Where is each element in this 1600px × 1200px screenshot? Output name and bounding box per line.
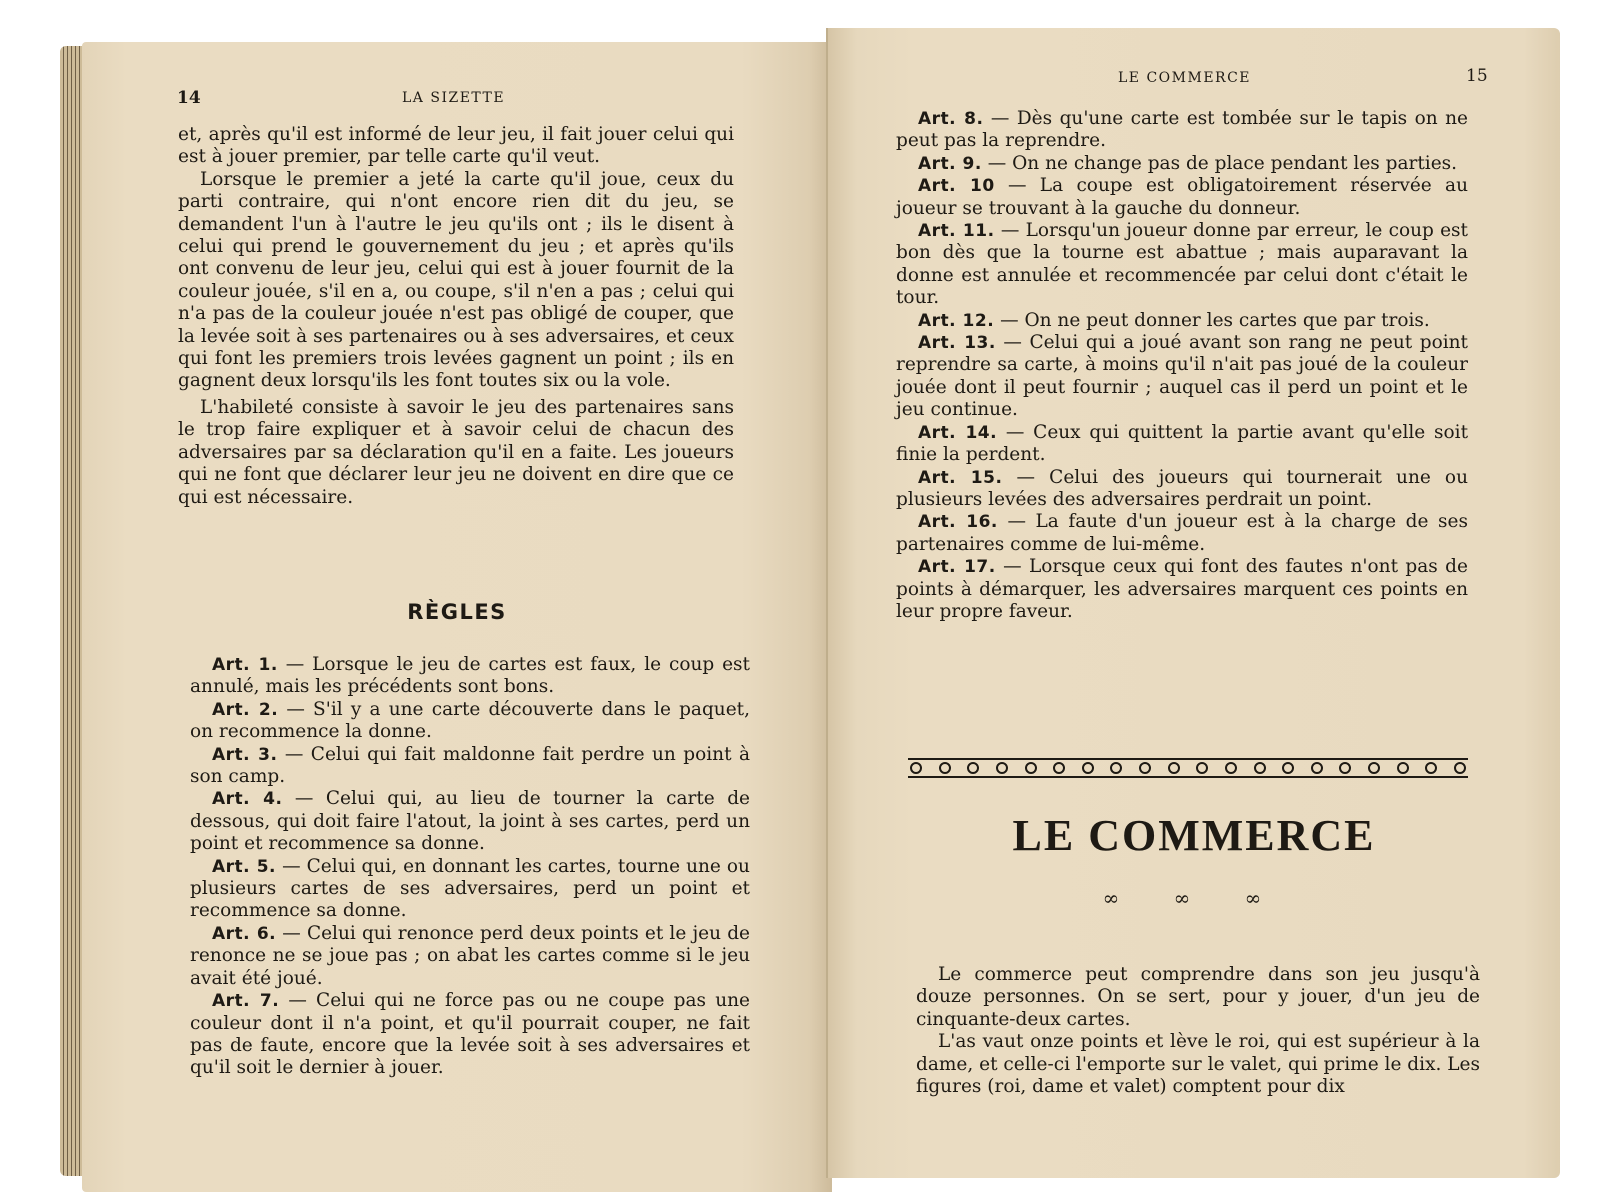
left-page: [82, 42, 832, 1192]
article-2: [190, 699, 750, 744]
article-13: [896, 332, 1468, 422]
article-label: Art. 7.: [212, 991, 280, 1012]
article-text: — Lorsque ceux qui font des fautes n'ont pas de points à démarquer, les adversaires marquent ces points en leur propre faveur.: [896, 556, 1468, 622]
article-4: [190, 788, 750, 855]
article-16: [896, 511, 1468, 556]
article-label: Art. 16.: [918, 512, 998, 533]
article-7: [190, 990, 750, 1080]
article-label: Art. 13.: [918, 333, 996, 354]
article-label: Art. 5.: [212, 856, 277, 877]
left-running-head: LA SIZETTE: [402, 90, 506, 106]
article-text: — Celui qui renonce perd deux points et le jeu de renonce ne se joue pas ; on abat les cartes comme si le jeu avait été joué.: [190, 922, 750, 989]
article-text: — Celui qui, au lieu de tourner la carte de dessous, qui doit faire l'atout, la joint à ses cartes, perd un point et recommence sa donne.: [190, 788, 750, 855]
article-9: [896, 153, 1468, 175]
right-running-head: LE COMMERCE: [1118, 70, 1252, 86]
article-text: — Dès qu'une carte est tombée sur le tapis on ne peut pas la reprendre.: [896, 108, 1468, 152]
article-label: Art. 14.: [918, 422, 998, 443]
right-page: [828, 28, 1560, 1178]
article-3: [190, 744, 750, 789]
left-intro-text: [178, 124, 734, 509]
article-text: — Celui qui, en donnant les cartes, tourne une ou plusieurs cartes de ses adversaires, perd un point et recommence sa donne.: [190, 855, 750, 922]
article-10: [896, 175, 1468, 220]
article-6: [190, 923, 750, 990]
article-5: [190, 856, 750, 923]
article-label: Art. 3.: [212, 744, 278, 765]
article-label: Art. 15.: [918, 467, 1003, 488]
article-text: — Lorsque le jeu de cartes est faux, le coup est annulé, mais les précédents sont bons.: [190, 654, 750, 698]
article-text: — La coupe est obligatoirement réservée au joueur se trouvant à la gauche du donneur.: [896, 175, 1469, 219]
article-14: [896, 422, 1468, 467]
article-8: [896, 108, 1468, 153]
article-label: Art. 11.: [918, 221, 995, 242]
article-text: — Celui des joueurs qui tournerait une ou plusieurs levées des adversaires perdrait un point.: [896, 466, 1468, 510]
article-text: — Celui qui ne force pas ou ne coupe pas une couleur dont il n'a point, et qu'il pourrait couper, ne fait pas de faute, encore que la levée soit à ses adversaires et qu'il soit le dernier à jouer.: [190, 990, 750, 1079]
paragraph: et, après qu'il est informé de leur jeu, il fait jouer celui qui est à jouer premier, par telle carte qu'il veut.: [178, 124, 734, 168]
article-17: [896, 556, 1468, 623]
decorative-border-ornament: [908, 758, 1468, 778]
article-1: [190, 654, 750, 699]
article-label: Art. 4.: [212, 789, 283, 810]
article-text: — On ne peut donner les cartes que par trois.: [1000, 309, 1430, 331]
article-label: Art. 1.: [212, 655, 278, 675]
article-text: — Celui qui a joué avant son rang ne peut point reprendre sa carte, à moins qu'il n'ait pas joué de la couleur jouée dont il peut fournir ; auquel cas il perd un point et le jeu continue.: [896, 332, 1468, 421]
article-label: Art. 17.: [918, 557, 996, 578]
article-label: Art. 8.: [918, 109, 984, 129]
paragraph: Le commerce peut comprendre dans son jeu jusqu'à douze personnes. On se sert, pour y jouer, d'un jeu de cinquante-deux cartes.: [916, 964, 1480, 1030]
paragraph: Lorsque le premier a jeté la carte qu'il joue, ceux du parti contraire, qui n'ont encore rien dit du jeu, se demandent l'un à l'autre le jeu qu'ils ont ; ils le disent à celui qui prend le gouvernement du jeu ; et après qu'ils ont convenu de leur jeu, celui qui est à jouer fournit de la couleur jouée, s'il en a, ou coupe, s'il n'en a pas ; celui qui n'a pas de la couleur jouée n'est pas obligé de couper, que la levée soit à ses partenaires ou à ses adversaires, et ceux qui font les premiers trois levées gagnent un point ; ils en gagnent deux lorsqu'ils les font toutes six ou la vole.: [178, 168, 734, 392]
article-label: Art. 10: [918, 176, 995, 197]
article-15: [896, 467, 1468, 512]
open-book: [60, 28, 1560, 1180]
article-12: [896, 310, 1468, 332]
right-articles: [896, 108, 1468, 623]
paragraph: L'as vaut onze points et lève le roi, qui est supérieur à la dame, et celle-ci l'emporte sur le valet, qui prime le dix. Les figures (roi, dame et valet) comptent pour dix: [916, 1031, 1480, 1098]
article-label: Art. 12.: [918, 310, 995, 331]
left-articles: [190, 654, 750, 1080]
article-label: Art. 2.: [212, 699, 279, 720]
right-page-number: 15: [1466, 66, 1488, 86]
article-text: — Ceux qui quittent la partie avant qu'elle soit finie la perdent.: [896, 421, 1468, 466]
article-11: [896, 220, 1468, 310]
article-label: Art. 9.: [918, 153, 982, 174]
paragraph: L'habileté consiste à savoir le jeu des partenaires sans le trop faire expliquer et à savoir celui de chacun des adversaires par sa déclaration qu'il en a faite. Les joueurs qui ne font que déclarer leur jeu ne doivent en dire que ce qui est nécessaire.: [178, 396, 734, 508]
chapter-title: LE COMMERCE: [1012, 811, 1376, 860]
article-text: — Lorsqu'un joueur donne par erreur, le coup est bon dès que la tourne est abattue ; mais auparavant la donne est annulée et recommencée par celui dont c'était le tour.: [896, 220, 1468, 309]
article-text: — S'il y a une carte découverte dans le paquet, on recommence la donne.: [190, 698, 750, 743]
article-text: — Celui qui fait maldonne fait perdre un point à son camp.: [190, 743, 750, 788]
article-text: — La faute d'un joueur est à la charge de ses partenaires comme de lui-même.: [896, 511, 1468, 555]
article-text: — On ne change pas de place pendant les parties.: [987, 152, 1458, 174]
chapter-text: [916, 964, 1480, 1098]
fleuron-ornament-icon: ∞ ∞ ∞: [1102, 886, 1286, 910]
section-title-regles: RÈGLES: [407, 600, 507, 624]
article-label: Art. 6.: [212, 923, 277, 944]
left-page-number: 14: [177, 88, 201, 108]
